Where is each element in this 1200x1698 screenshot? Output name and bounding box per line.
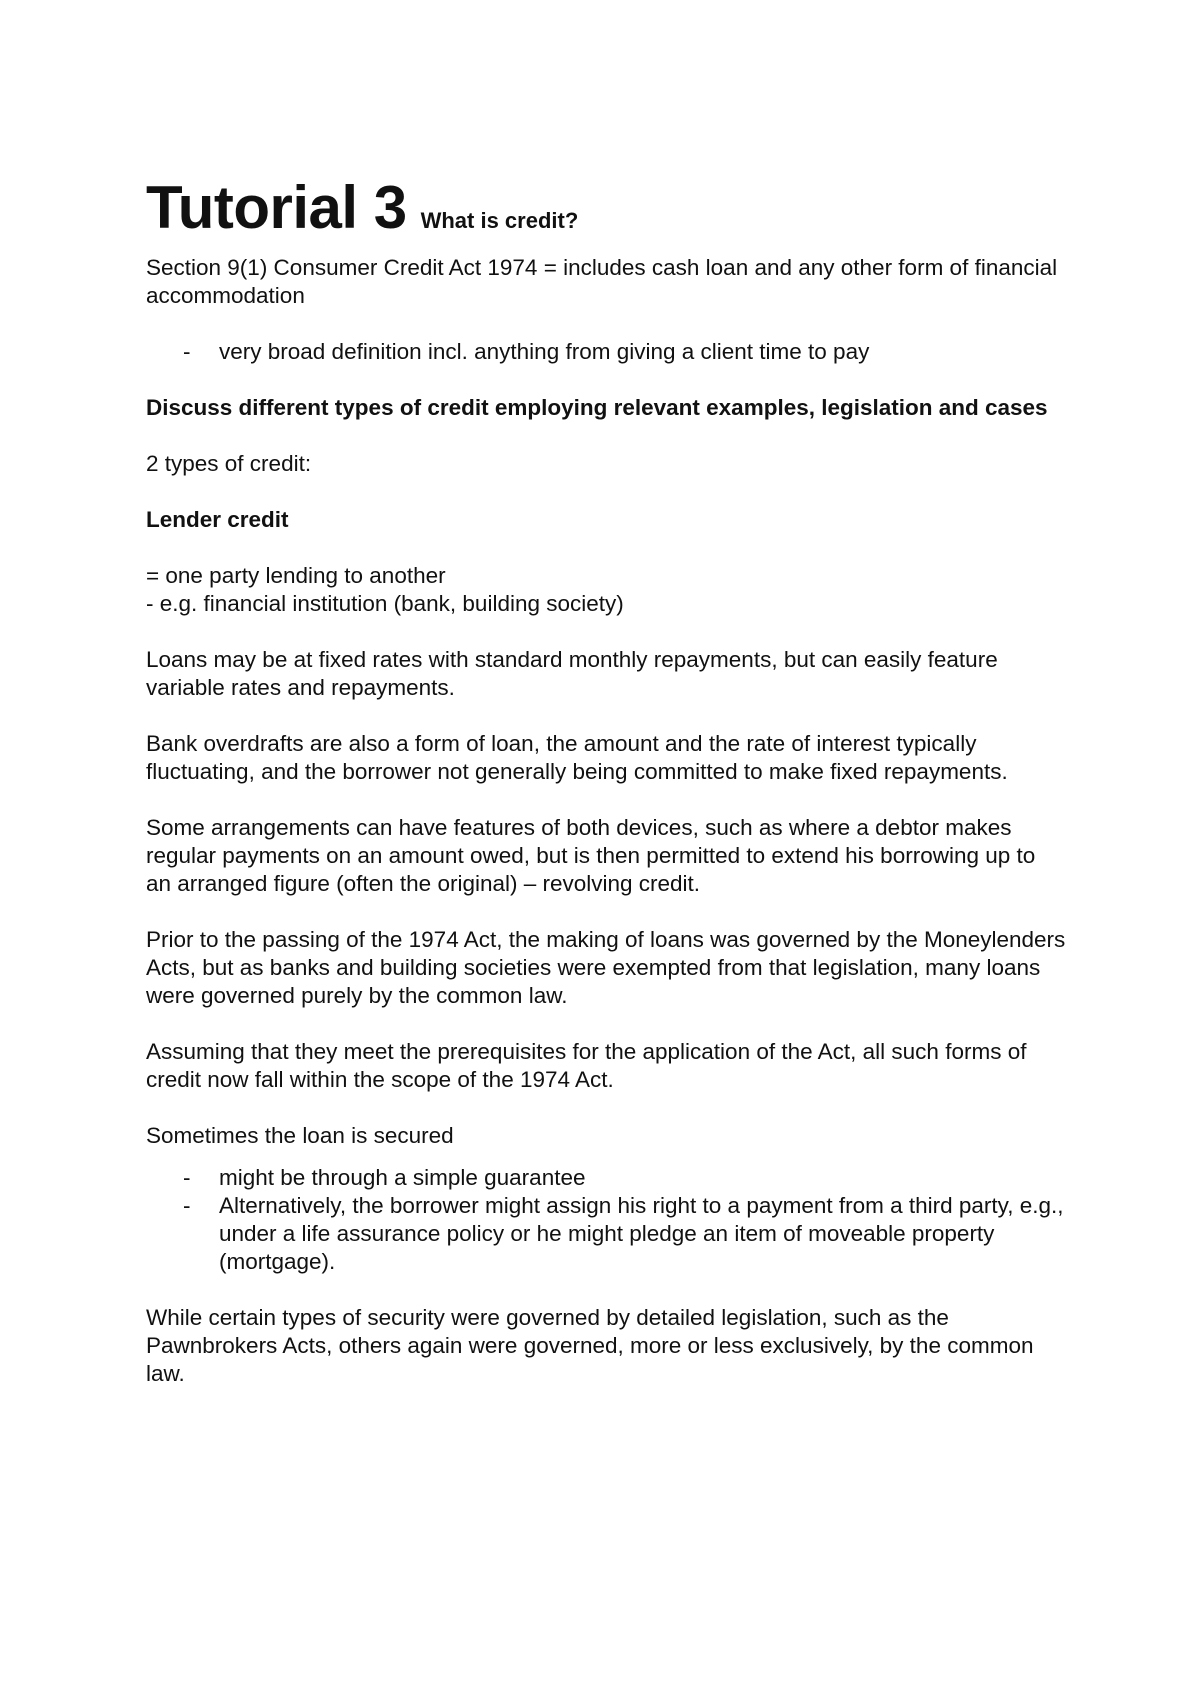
definition-paragraph: Section 9(1) Consumer Credit Act 1974 = includes cash loan and any other form of financial accommodation [146,255,1058,308]
list-item [183,1164,1066,1192]
lender-definition [146,562,1066,618]
list-item [183,1192,1066,1276]
lender-line-definition: = one party lending to another [146,563,446,588]
paragraph-closing: While certain types of security were governed by detailed legislation, such as the Pawnbrokers Acts, others again were governed, more or less exclusively, by the common law. [146,1305,1034,1386]
lender-line-example: - e.g. financial institution (bank, building society) [146,591,624,616]
document-page [146,174,1066,1416]
dash-bullet-marker: - [183,1165,191,1190]
list-item-text: Alternatively, the borrower might assign his right to a payment from a third party, e.g., under a life assurance policy or he might pledge an item of moveable property (mortgage). [219,1193,1064,1274]
types-intro: 2 types of credit: [146,451,312,476]
definition-bullet-list [146,338,1066,366]
dash-bullet-marker: - [183,1193,191,1218]
secured-bullet-list [146,1164,1066,1276]
question-heading: Discuss different types of credit employing relevant examples, legislation and cases [146,395,1048,420]
dash-bullet-marker: - [183,339,191,364]
list-item [183,338,1066,366]
secured-intro: Sometimes the loan is secured [146,1123,454,1148]
page-title: Tutorial 3 [146,174,407,241]
list-item-text: very broad definition incl. anything from giving a client time to pay [219,339,870,364]
paragraph-revolving-credit: Some arrangements can have features of both devices, such as where a debtor makes regular payments on an amount owed, but is then permitted to extend his borrowing up to an arranged figure (often the original) – revolving credit. [146,815,1036,896]
list-item-text: might be through a simple guarantee [219,1165,586,1190]
paragraph-loans: Loans may be at fixed rates with standard monthly repayments, but can easily feature variable rates and repayments. [146,647,998,700]
title-row [146,174,1066,241]
paragraph-overdrafts: Bank overdrafts are also a form of loan, the amount and the rate of interest typically fluctuating, and the borrower not generally being committed to make fixed repayments. [146,731,1008,784]
paragraph-scope: Assuming that they meet the prerequisites for the application of the Act, all such forms of credit now fall within the scope of the 1974 Act. [146,1039,1027,1092]
page-subtitle: What is credit? [420,208,579,233]
lender-credit-heading: Lender credit [146,507,289,532]
paragraph-history: Prior to the passing of the 1974 Act, the making of loans was governed by the Moneylenders Acts, but as banks and building societies were exempted from that legislation, many loans were governed purely by the common law. [146,927,1066,1008]
